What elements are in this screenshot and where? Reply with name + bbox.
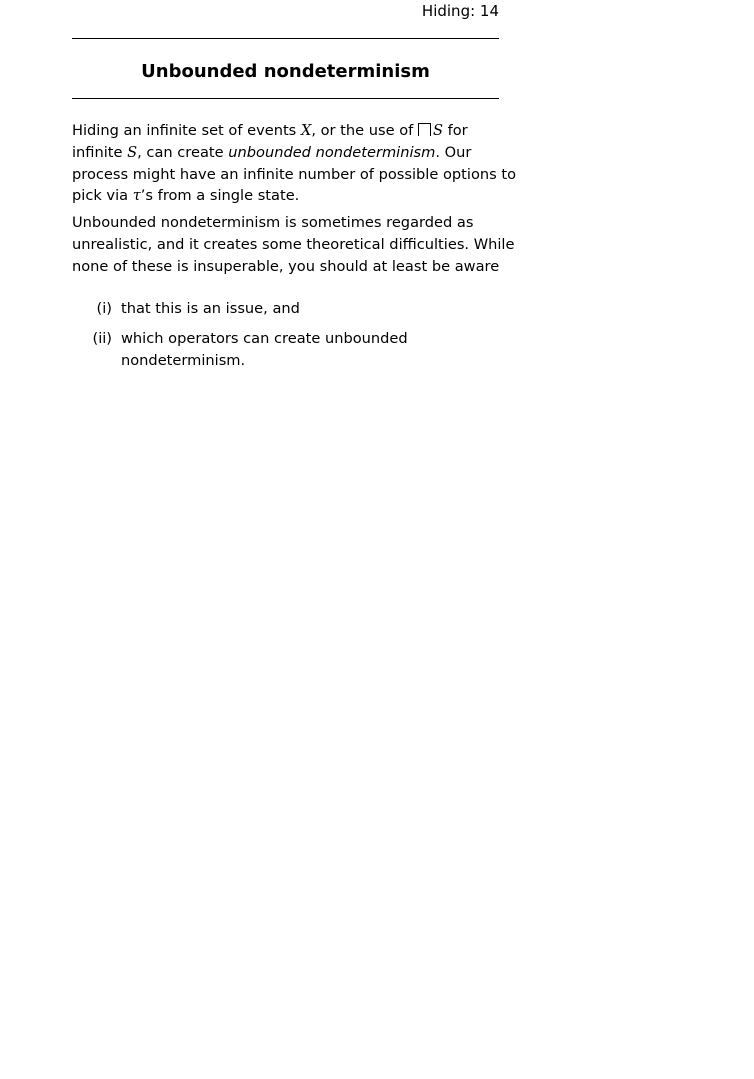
text-run: ’s from a single state. bbox=[140, 187, 300, 205]
math-variable-s: S bbox=[127, 143, 138, 161]
list-item-text: that this is an issue, and bbox=[121, 300, 300, 317]
text-run: , or the use of bbox=[311, 122, 418, 139]
list-item bbox=[72, 328, 499, 372]
slide-reference: Hiding: 14 bbox=[421, 2, 499, 20]
meet-operator-icon bbox=[418, 123, 431, 136]
paragraph-hiding bbox=[72, 120, 517, 207]
math-variable-tau: τ bbox=[132, 187, 141, 205]
list-item bbox=[72, 298, 499, 320]
text-run: . Our bbox=[435, 143, 472, 161]
paragraph-line: none of these is insuperable, you should at least be aware bbox=[72, 257, 500, 275]
list-marker: (ii) bbox=[92, 329, 112, 347]
paragraph-line bbox=[72, 120, 499, 142]
text-run: Hiding an infinite set of events bbox=[72, 122, 301, 139]
math-variable-x: X bbox=[300, 122, 312, 139]
list-item-text: which operators can create unbounded nondeterminism. bbox=[121, 329, 408, 369]
slide-title: Unbounded nondeterminism bbox=[141, 61, 430, 82]
paragraph-line bbox=[72, 185, 499, 207]
text-run: , can create bbox=[137, 143, 229, 161]
title-rule-bottom bbox=[72, 98, 499, 99]
emphasized-term: unbounded nondeterminism bbox=[228, 143, 436, 161]
math-variable-s: S bbox=[432, 122, 443, 139]
text-run: infinite bbox=[72, 143, 128, 161]
paragraph-line: process might have an infinite number of possible options to bbox=[72, 165, 517, 183]
text-run: for bbox=[442, 122, 468, 139]
list-marker: (i) bbox=[96, 300, 112, 317]
paragraph-line: Unbounded nondeterminism is sometimes regarded as bbox=[72, 214, 474, 231]
awareness-list bbox=[72, 298, 499, 379]
paragraph-line: unrealistic, and it creates some theoretical difficulties. While bbox=[72, 235, 515, 253]
text-run: pick via bbox=[72, 187, 133, 205]
paragraph-line bbox=[72, 142, 499, 164]
paragraph-unrealistic bbox=[72, 212, 515, 277]
title-rule-top bbox=[72, 38, 499, 39]
